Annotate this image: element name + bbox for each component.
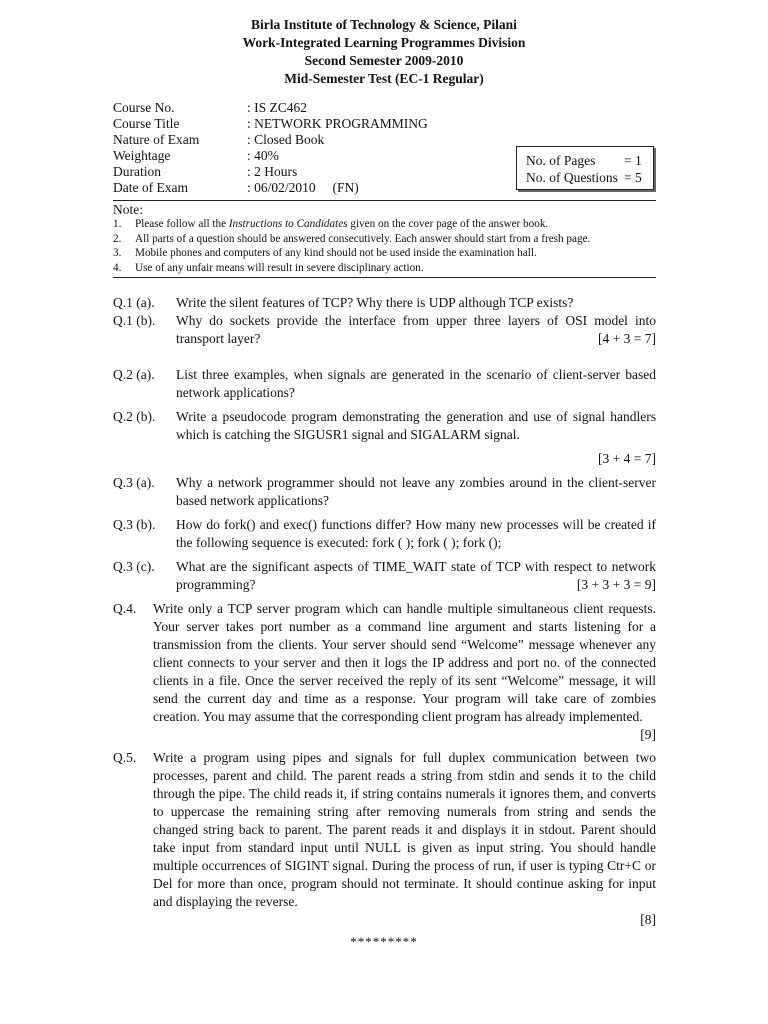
institute-name: Birla Institute of Technology & Science, Pilani [251,17,517,32]
pages-value: = 1 [624,153,642,168]
note-item [113,261,656,276]
note-number: 2. [113,232,122,245]
question-marks: [9] [634,726,656,744]
course-info-row [113,116,428,132]
course-info-row [113,100,428,116]
course-info-label: Course No. [113,100,175,115]
questions-value: = 5 [624,170,642,185]
course-info-value: : Closed Book [247,132,325,147]
course-info-value: : IS ZC462 [247,100,308,115]
question-label: Q.1 (a). [113,295,155,310]
note-divider [113,275,656,278]
question-marks: [8] [634,911,656,929]
note-item [113,246,656,261]
question-label: Q.1 (b). [113,313,156,328]
question-text: List three examples, when signals are generated in the scenario of client-server based network applications? [176,367,656,400]
question-text: Write a pseudocode program demonstrating the generation and use of signal handlers which is catching the SIGUSR1 signal and SIGALARM signal. [176,409,656,442]
end-marker: ********* [350,934,418,949]
note-number: 3. [113,247,122,259]
question-marks: [4 + 3 = 7] [598,331,656,346]
question-text: Why a network programmer should not leave any zombies around in the client-server based network applications? [176,475,656,508]
note-item [113,232,656,247]
question-q3c [113,558,656,594]
note-text: Use of any unfair means will result in severe disciplinary action. [135,261,424,274]
course-info-value: : 40% [247,148,279,163]
questions-label: No. of Questions [526,170,618,185]
note-number: 4. [113,261,122,274]
question-label: Q.3 (b). [113,517,156,532]
question-q3b [113,516,656,552]
question-q2b [113,408,656,468]
question-label: Q.3 (c). [113,559,155,574]
pages-label: No. of Pages [526,153,596,168]
question-label: Q.3 (a). [113,475,155,490]
note-item [113,217,656,232]
question-label: Q.5. [113,750,137,765]
course-info-value: : 06/02/2010 (FN) [247,180,359,195]
course-info-value: : NETWORK PROGRAMMING [247,116,428,131]
question-label: Q.2 (a). [113,367,155,382]
note-emphasis: Instructions to Candidates [228,218,348,230]
question-marks: [3 + 4 = 7] [598,451,656,466]
test-name: Mid-Semester Test (EC-1 Regular) [284,71,484,86]
note-section [113,200,656,278]
question-text: How do fork() and exec() functions differ? How many new processes will be created if the following sequence is executed: fork ( ); fork ( ); fork (); [176,517,656,550]
question-marks: [3 + 3 + 3 = 9] [571,576,656,594]
course-info-row [113,148,428,164]
course-info-label: Duration [113,164,161,179]
question-q5 [113,749,656,929]
division-name: Work-Integrated Learning Programmes Division [242,35,526,50]
course-info-row [113,164,428,180]
summary-box [516,146,654,190]
question-q1b [113,312,656,348]
question-text: Write only a TCP server program which can handle multiple simultaneous client requests. Your server takes port number as a command line argument and starts listening for a transmission from the clients. Your server should send “Welcome” message whenever any client connects to your server and then it logs the IP address and port no. of the connected clients in a file. Once the server received the reply of its sent “Welcome” message, it will send the current day and time as a response. Your program will take care of zombies creation. You may assume that the corresponding client program has already implemented. [153,601,656,724]
course-info-label: Nature of Exam [113,132,200,147]
question-text: What are the significant aspects of TIME_WAIT state of TCP with respect to network programming? [176,559,656,592]
note-text: All parts of a question should be answered consecutively. Each answer should start from a fresh page. [135,232,591,245]
course-info-label: Course Title [113,116,180,131]
semester: Second Semester 2009-2010 [304,53,464,68]
question-text: Write the silent features of TCP? Why there is UDP although TCP exists? [176,295,574,310]
course-info-row [113,180,428,196]
note-text: Please follow all the [135,218,229,230]
course-info-value: : 2 Hours [247,164,298,179]
note-number: 1. [113,218,122,230]
course-info-label: Date of Exam [113,180,188,195]
course-info-row [113,132,428,148]
question-q4 [113,600,656,744]
question-label: Q.4. [113,601,137,616]
question-text: Why do sockets provide the interface from upper three layers of OSI model into transport layer? [176,313,656,346]
question-q2a [113,366,656,402]
question-q3a [113,474,656,510]
paper-header [0,16,768,88]
question-q1a [113,294,656,312]
note-title: Note: [113,200,656,217]
note-text-end: given on the cover page of the answer book. [347,218,549,230]
note-text: Mobile phones and computers of any kind should not be used inside the examination hall. [135,247,537,259]
course-info [113,100,428,196]
question-text: Write a program using pipes and signals for full duplex communication between two processes, parent and child. The parent reads a string from stdin and sends it to the child through the pipe. The child reads it, if string contains numerals it ignores them, and converts to uppercase the remaining string after removing numerals from string and sends the changed string back to parent. The parent reads it and displays it in stdout. Parent should take input from standard input until NULL is given as input string. You should handle multiple occurrences of SIGINT signal. During the process of run, if user is typing Ctr+C or Del for more than once, program should not terminate. It should continue asking for input and displaying the reverse. [153,750,656,909]
question-label: Q.2 (b). [113,409,156,424]
course-info-label: Weightage [113,148,171,163]
